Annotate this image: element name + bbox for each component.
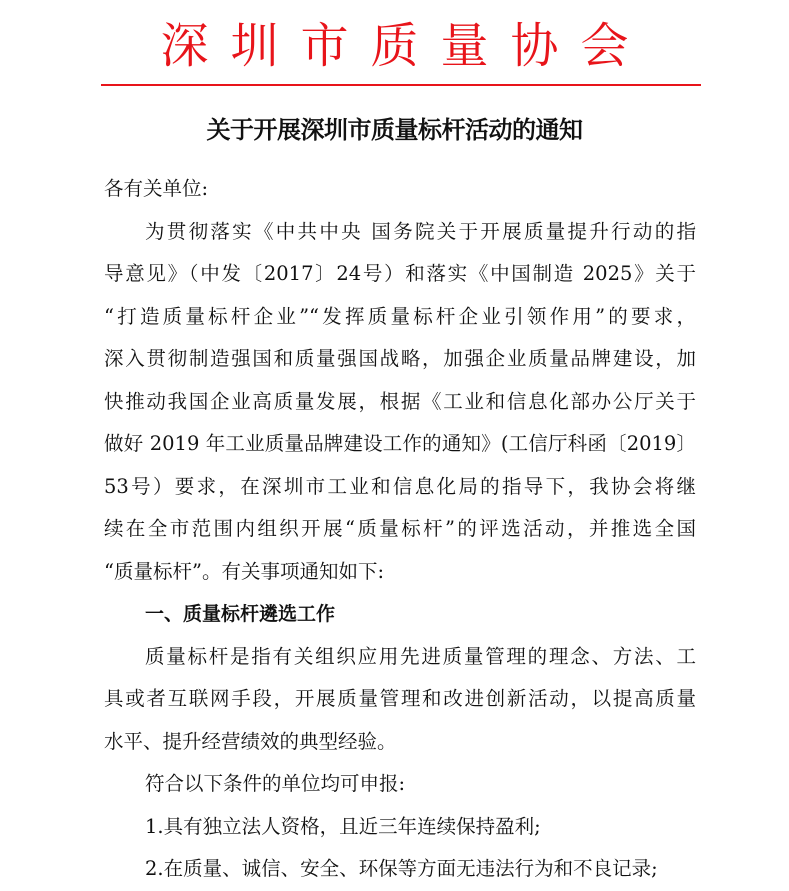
paragraph-line: 续在全市范围内组织开展“质量标杆”的评选活动，并推选全国 (104, 517, 696, 540)
paragraph-line: 为贯彻落实《中共中央 国务院关于开展质量提升行动的指 (145, 219, 696, 243)
paragraph-line: “质量标杆”。有关事项通知如下: (104, 559, 385, 583)
document-title: 关于开展深圳市质量标杆活动的通知 (206, 116, 583, 144)
paragraph-line: 质量标杆是指有关组织应用先进质量管理的理念、方法、工 (145, 644, 696, 668)
paragraph-line: 导意见》（中发〔2017〕24号）和落实《中国制造 2025》关于 (104, 262, 696, 285)
paragraph-line: 53号）要求，在深圳市工业和信息化局的指导下，我协会将继 (104, 474, 696, 498)
condition-item: 1.具有独立法人资格，且近三年连续保持盈利; (145, 814, 541, 838)
section-heading: 一、质量标杆遴选工作 (145, 603, 336, 625)
paragraph-1 (104, 211, 696, 594)
org-letterhead: 深圳市质量协会 (160, 18, 651, 74)
salutation: 各有关单位: (104, 177, 209, 200)
paragraph-line: 水平、提升经营绩效的典型经验。 (104, 729, 397, 753)
letterhead-rule (101, 84, 701, 86)
condition-item: 2.在质量、诚信、安全、环保等方面无违法行为和不良记录; (145, 857, 658, 880)
paragraph-line: 深入贯彻制造强国和质量强国战略，加强企业质量品牌建设，加 (104, 347, 696, 370)
paragraph-line: 具或者互联网手段，开展质量管理和改进创新活动，以提高质量 (104, 687, 696, 710)
paragraph-line: “打造质量标杆企业”“发挥质量标杆企业引领作用”的要求， (104, 304, 696, 328)
paragraph-line: 快推动我国企业高质量发展，根据《工业和信息化部办公厅关于 (104, 389, 696, 413)
paragraph-line: 做好 2019 年工业质量品牌建设工作的通知》(工信厅科函〔2019〕 (104, 432, 696, 455)
paragraph-3: 符合以下条件的单位均可申报: (145, 772, 406, 795)
document-body (104, 168, 696, 891)
paragraph-2 (104, 636, 696, 764)
